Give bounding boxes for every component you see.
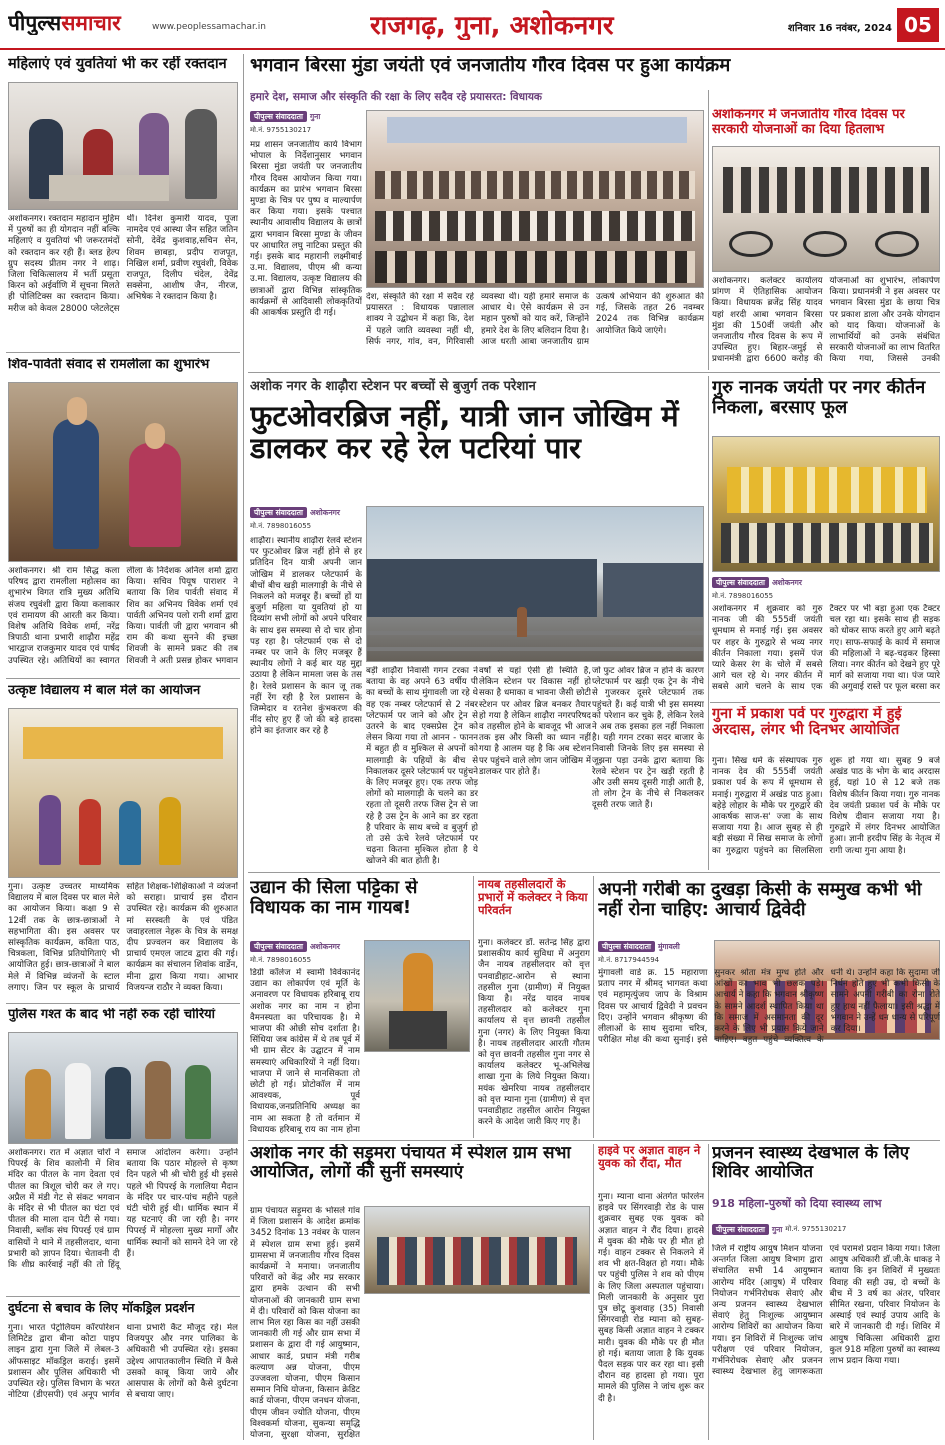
fob-col-2: बड़ी शाढ़ौरा निवासी गगन टरका ने बताया के वह अपने 63 वर्षीय पी का बच्चों के साथ मुंगावली जा रहे थे वह एक नम्बर प्लेटफार्म से 2 नंबर प्लेटफार्म पर जाने को और ट्रेन से उतरने के बाद एक्सप्रेस ट्रेन को लेसन किया गया तो आनन - फानन में बहुत ही व मुश्किल से अपनों को मालगाड़ी के पहियों के बीच से निकालकर दूसरे प्लेटफार्म पर पहुंचने के लिए मजबूर हुए। एक तरफ जोड़ लोगों को मालगाड़ी के चलने का डर रहता तो दूसरी तरफ जिस ट्रेन से जा रहे है उस ट्रेन के आने का डर रहता है परिवार के साथ बच्चे व बुजुर्ग हो तो उसे ऊंचे रेलवे प्लेटफार्म पर चढ़ना कितना मुश्किल होता है ये खोजने की बात होती है। — [366, 666, 478, 867]
rule — [6, 1003, 240, 1004]
rule — [248, 1140, 940, 1141]
masthead-rule — [0, 48, 945, 50]
udyan-headline: उद्यान की सिला पट्टिका से विधायक का नाम गायब! — [250, 878, 418, 919]
blood-headline: महिलाएं एवं युवतियां भी कर रहीं रक्तदान — [8, 56, 227, 72]
byline-label: पीपुल्स संवाददाता — [250, 941, 307, 952]
ashok-tribal-photo — [712, 146, 940, 272]
date: शनिवार 16 नवंबर, 2024 — [787, 23, 892, 34]
mock-headline: दुर्घटना से बचाव के लिए मॉकड्रिल प्रदर्शन — [8, 1301, 195, 1315]
nanak-body: अशोकनगर में शुक्रवार को गुरु नानक जी की 555वीं जयंती धूमधाम से मनाई गई। इस अवसर पर शहर के गुरुद्वारे से भव्य नगर कीर्तन निकाला गया। इसमें पंज प्यारे केसर रंग के चोले में सबसे आगे चल रहे थे। नगर कीर्तन में सबसे आगे चलने के साथ एक टैक्टर पर भी बड़ा हुआ एक टैक्टर चल रहा था। इसके साथ ही सड़क को धोकर साफ करते हुए आगे बढ़ते गए। साफ-सफाई के कार्य में समाज की महिलाओं ने बढ़-चढ़कर हिस्सा लिया। नगर कीर्तन को देखने हुए पूरे मार्ग को सजाया गया था। पंज प्यारे की अगुवाई रास्ते पर फूल बरसा कर — [712, 604, 940, 693]
byline-label: पीपुल्स संवाददाता — [250, 507, 307, 518]
rule — [473, 876, 474, 1138]
byline-city: अशोकनगर — [309, 507, 340, 517]
fob-photo — [366, 506, 704, 662]
byline-label: पीपुल्स संवाददाता — [250, 111, 307, 122]
masthead — [0, 0, 945, 48]
police-headline: पुलिस गश्त के बाद भी नहीं रुक रहीं चोरियां — [8, 1008, 216, 1022]
byline-mobile: मो.नं. 9755130217 — [250, 126, 312, 135]
byline-label: पीपुल्स संवाददाता — [598, 941, 655, 952]
udyan-photo — [364, 940, 470, 1052]
mela-photo — [8, 708, 238, 878]
fob-headline: फुटओवरब्रिज नहीं, यात्री जान जोखिम में डालकर कर रहे रेल पटरियां पार — [250, 400, 679, 466]
dwivedi-body: मुंगावली वार्ड क्र. 15 महाराणा प्रताप नगर में श्रीमद् भागवत कथा एवं महामृत्युंजय जाप के विश्राम दिवस पर आचार्य द्विवेदी ने प्रवचन दिए। उन्होंने भगवान श्रीकृष्ण की लीलाओं के साथ सुदामा चरित्र, परीक्षित मोक्ष की कथा सुनाई। इसे सुनकर श्रोता मंत्र मुग्ध होते और आंखों का भाव भी छलक पड़े। आचार्य ने कहा कि भगवान श्रीकृष्ण के सामने आदर्श स्थापित किया था कि समाज में असमानता की दूर करने के लिए भी प्रयास किये जाने चाहिए। बहुत पहुंचे व्यक्तित्व के धनी थे। उन्होंने कहा कि सुदामा जी निर्धन होते हुए भी कभी किसी के सामने अपनी गरीबी का रोना रोते हुए हाथ नहीं फैलाया। इसी श्रद्धा में भगवान ने उन्हें धन धान्य से परिपूर्ण कर दिया। — [598, 968, 940, 1046]
health-headline: प्रजनन स्वास्थ्य देखभाल के लिए शिविर आयोजित — [712, 1144, 910, 1183]
birsa-headline: भगवान बिरसा मुंडा जयंती एवं जनजातीय गौरव दिवस पर हुआ कार्यक्रम — [250, 56, 731, 76]
ashok-tribal-body: अशोकनगर। कलेक्टर कार्यालय प्रांगण में ऐतिहासिक आयोजन किया। विधायक ब्रजेंद्र सिंह यादव यहां शरदी आबा भगवान बिरसा मुंडा की 150वीं जयंती और जनजातीय गौरव दिवस के रूप में उपस्थित हुए। बिहार-जमुई से प्रधानमंत्री द्वारा 6600 करोड़ की योजनाओं का शुभारंभ, लोकार्पण किया। प्रधानमंत्री ने इस अवसर पर भगवान बिरसा मुंडा के छाया चित्र पर प्रकाश डाला और उनके योगदान को याद किया। योजनाओं के लाभार्थियों को उनके संबंधित सरकारी योजनाओं का लाभ वितरित किया गया, जिससे उनकी — [712, 276, 940, 365]
fob-col-4: जो फुट ओवर ब्रिज न होने के कारण प्लेटफार्म पर खड़ी एक ट्रेन के नीचे से गुजरकर दूसरे प्लेटफार्म तक पहुंचते हैं। कई यात्री भी इस समस्या को परेशान कर चुके हैं, लेकिन रेलवे ने अब तक इसका हल नहीं निकाला है। यही गगन टरका सदर बाजार के निवासी जिनके लिए इस समस्या से जूझना पड़ा उनके द्वारा बताया कि रेलवे स्टेशन पर ट्रेन खड़ी रहती है और उसी समय दूसरी गाड़ी आती है, तो लोग ट्रेन के नीचे से निकलकर दूसरी तरफ जाते हैं। — [592, 666, 704, 811]
rule — [708, 90, 709, 370]
ramleela-photo — [8, 382, 238, 562]
mock-body: गुना। भारत पेट्रोलियम कॉरपोरेशन लिमिटेड द्वारा बीना कोटा पाइप लाइन द्वारा गुना जिले में लेबल-3 ऑफसाइट मॉकड्रिल कराई। इसमें प्रशासन और पुलिस अधिकारी भी उपस्थित रहे। पुलिस विभाग के भरत नोटिया (डीएसपी) एवं अनूप भार्गव थाना प्रभारी कैंट मौजूद रहे। मेल विजयपुर और नगर पालिका के अधिकारी भी उपस्थित रहे। इसका उद्देश्य आपातकालीन स्थिति में कैसे उसको काबू किया जाये और आसपास के लोगों को कैसे दुर्घटना से बचाया जाए। — [8, 1323, 238, 1401]
health-byline — [712, 1216, 940, 1242]
rule — [248, 872, 940, 873]
mela-body: गुना। उत्कृष्ट उच्चतर माध्यमिक विद्यालय में बाल दिवस पर बाल मेले का आयोजन किया। कक्षा 9 से 12वीं तक के छात्र-छात्राओं ने सहभागिता की। इस अवसर पर सांस्कृतिक कार्यक्रम, कविता पाठ, चित्रकला, विभिन्न प्रतियोगिताएं भी आयोजित हुई। छात्र-छात्राओं ने बाल मेले में विभिन्न व्यंजनों के स्टाल लगाए। जिन पर स्कूल के प्राचार्य सहित शिक्षक-शिक्षिकाओं ने व्यंजनों को सराहा। प्राचार्य इस दौरान उपस्थित रहे। कार्यक्रम की शुरुआत मां सरस्वती के एवं पंडित जवाहरलाल नेहरू के चित्र के समक्ष दीप प्रज्वलन कर विद्यालय के प्राचार्य एमएल जाटव द्वारा की गई। कार्यक्रम का संचालन शिवांक वार्डेन, मीना द्वारा किया गया। आभार विजयन्ज राठौर ने व्यक्त किया। — [8, 882, 238, 993]
health-subhead: 918 महिला-पुरुषों को दिया स्वास्थ्य लाभ — [712, 1197, 882, 1210]
ashok-tribal-headline: अशोकनगर में जनजातीय गौरव दिवस पर सरकारी योजनाओं का दिया हितलाभ — [712, 108, 905, 137]
birsa-body-1: मप्र शासन जनजातीय कार्य विभाग भोपाल के निर्देशानुसार भगवान बिरसा मुंडा जयंती पर जनजातीय गौरव दिवस आयोजन किया गया। कार्यक्रम का प्रारंभ भगवान बिरसा मुण्डा के चित्र पर पुष्प व माल्यार्पण कर किया गया। इसके पश्चात स्थानीय आवासीय विद्यालय के छात्रों द्वारा भगवान बिरसा मुण्डा के जीवन पर आधारित लघु नाटिका प्रस्तुत की गई। इसके बाद महारानी लक्ष्मीबाई उ.मा. विद्यालय, पीएम श्री कन्या उ.मा. विद्यालय, उत्कृष्ट विद्यालय की छात्राओं द्वारा विभिन्न सांस्कृतिक कार्यक्रमों से आदिवासी लोककृतियों की आकर्षक प्रस्तुति दी गई। — [250, 140, 362, 319]
byline-city: मुंगावली — [657, 941, 680, 951]
tehsil-headline: नायब तहसीलदारों के प्रभारों में कलेक्टर ने किया परिवर्तन — [478, 878, 588, 917]
tehsil-body: गुना। कलेक्टर डॉ. सतेन्द्र सिंह द्वारा प्रशासकीय कार्य सुविधा में अनुराग जैन नायब तहसीलदार को वृत्त पनवाडीहाट-आरोन से स्थाना तहसील गुना (ग्रामीण) में नियुक्त किया है। नरेंद्र यादव नायब तहसीलदार को कलेक्टर गुना कार्यालय से वृत्त छावनी तहसील गुना (नगर) के लिए नियुक्त किया है। नायब तहसीलदार आरती गौतम को वृत्त छावनी तहसील गुना नगर से कार्यालय कलेक्टर भू-अभिलेख शाखा गुना के लिये नियुक्त किया। मयंक खेमरिया नायब तहसीलदार को वृत्त म्याना गुना (ग्रामीण) से वृत्त पनवाडीहाट तहसील आरोन नियुक्त करने के आदेश जारी किए गए हैं। — [478, 938, 590, 1128]
ramleela-body: अशोकनगर। श्री राम सिद्ध कला परिषद द्वारा रामलीला महोत्सव का शुभारंभ विगत रात्रि मुख्य अतिथि संजय रघुवंशी द्वारा किया कलाकार एवं रामायण की आरती कर किया। विशेष अतिथि विवेक शर्मा, नरेंद्र त्रिपाठी थाना प्रभारी शाढ़ौरा महेंद्र भारद्वाज राजकुमार यादव एवं पार्षद उपस्थित रहे। अतिथियों का स्वागत लीला के निर्देशक अनिल शर्मा द्वारा किया। सचिव पियूष पाराशर ने बताया कि शिव पार्वती संवाद में शिव का अभिनय विवेक शर्मा एवं पार्वती अभिनय पलो रानी शर्मा द्वारा किया। पार्वती जी द्वारा भगवान श्री राम की कथा सुनने की इच्छा शिवजी के सामने प्रकट की तब शिवजी ने अती प्रसन्न होकर भगवान — [8, 566, 238, 666]
edition-title: राजगढ़, गुना, अशोकनगर — [370, 11, 614, 40]
rule — [708, 1144, 709, 1440]
gurudwara-body: गुना। सिख धर्म के संस्थापक गुरु नानक देव की 555वीं जयंती प्रकाश पर्व के रूप में धूमधाम से मनाई। गुरुद्वारा में अखंड पाठ हुआ। बहेड़े लोहार के मौके पर गुरुद्वारे की आकर्षक साज-स' ज्जा के साथ सजाया गया है। आज सुबह से ही बड़ी संख्या में सिख समाज के लोगों का गुरुद्वारा पहुंचने का सिलसिला शुरू हो गया था। सुबह 9 बजे अखंड पाठ के भोग के बाद अरदास हुई, यहां 10 से 12 बजे तक विशेष कीर्तन किया गया। गुरु नानक देव जयंती प्रकाश पर्व के मौके पर विशेष दीवान सजाया गया है। गुरुद्वारे में लंगर दिनभर आयोजित हुआ। ज्ञानी हरदीप सिंह के नेतृत्व में रागी जत्था गुना आया है। — [712, 756, 940, 856]
blood-body: अशोकनगर। रक्तदान महादान मुहिम में पुरुषों का ही योगदान नहीं बल्कि महिलाएं व युवतियां भी जरूरतमंदों को रक्तदान कर रही हैं। ब्लड हेल्प ग्रुप सदस्य प्रीतम नगर ने शाढ़। जिला चिकित्सालय में भर्ती प्रसूता किरन को अईर्वाणि में सूचना मिलते ही पोलिटिक्स का रक्तदान किया। मरीज को केवल 28000 प्लेटलेट्स थीं। दिनेश कुमारी यादव, पूजा नामदेव एवं आस्था जैन सहित जतिन सोनी, देवेंद्र कुशवाह,सचिन सेन, शिवम छाबड़ा, प्रदीप राजपूत, निखिल शर्मा, प्रवीण रघुवंशी, विवेक राजपूत, दिलीप चंदेल, देवेंद्र सक्सेना, आशीष जैन, नीरज, अभिषेक ने रक्तदान किया है। — [8, 214, 238, 314]
byline-mobile: मो.नं. 7898016055 — [712, 592, 774, 601]
sadumra-body: ग्राम पंचायत सड़ूमरा के भोसले गांव में जिला प्रशासन के आदेश क्रमांक 3452 दिनांक 13 नवंबर के पालन में स्पेशल ग्राम सभा हुई। इसमें ग्रामसभा में जनजातीय गौरव दिवस कार्यक्रमों ने मनाया। जनजातीय परिवारों को केंद्र और मप्र सरकार द्वारा हमके उत्थान की सभी योजनाओं की जानकारी ग्राम सभा में दी। परिवारों को किस योजना का लाभ मिल रहा किस का नहीं उसकी जानकारी ली गई और ग्राम सभा में प्रशासन के द्वारा दी गई आयुष्मान, आधार कार्ड, प्रधान मंत्री गरीब कल्याण अन्न योजना, पीएम उज्जवला योजना, पीएम किसान सम्मान निधि योजना, किसान क्रेडिट कार्ड योजना, पीएम जनधन योजना, पीएम जीवन ज्योति योजना, पीएम विश्वकर्मा योजना, सुकन्या समृद्धि योजना, सुरक्षा योजना, सुरक्षित — [250, 1206, 360, 1440]
byline-city: अशोकनगर — [309, 941, 340, 951]
birsa-photo — [366, 110, 704, 288]
sadumra-headline: अशोक नगर की सड़ूमरा पंचायत में स्पेशल ग्राम सभा आयोजित, लोगों की सुनीं समस्याएं — [250, 1144, 571, 1183]
logo-right: समाचार — [61, 11, 121, 35]
fob-kicker: अशोक नगर के शाढ़ौरा स्टेशन पर बच्चों से बुजुर्ग तक परेशान — [250, 379, 536, 394]
nanak-photo — [712, 436, 940, 572]
rule — [708, 376, 709, 870]
rule — [593, 876, 594, 1138]
sadumra-body-cont — [364, 1298, 590, 1440]
byline-city: अशोकनगर — [771, 577, 802, 587]
fob-col-3: वर्षों से यहां ऐसी ही स्थिति है, लेकिन स्टेशन पर विकास नहीं हो सका है धमाका व भावना जैसी छोटी स्टेशन पर ओवर ब्रिज बनकर तैयार हो गया है लेकिन शाढ़ौरा नगरपरिषद व तहसील होने के बावजूद भी आज तक इस और किसी का ध्यान नहीं गया है आलम यह है कि अब स्टेशन पर पहुंचने वाले लोग जान जोखिम में डालकर पार होते हैं। — [479, 666, 591, 777]
udyan-body: डिग्री कॉलेज में स्वामी विवेकानंद उद्यान का लोकार्पण एवं मूर्ति के अनावरण पर विधायक हरिबाबू राय अशोक नगर का नाम न होना वैमनस्यता का परिचायक है। मे भाजपा की ओछी सोच दर्शाता है। सिंधिया जब कांग्रेस में थे तब पूर्व में भी ग्राम सेंटर के उद्घाटन में नाम समस्याएं अधिकारियों ने नहीं दिया। भाजपा में जाने से मानसिकता तो छोटी हो गई। प्रोटोकॉल में नाम आवश्यक, पूर्व विधायक,जनप्रतिनिधि अध्यक्ष का नाम आ सकता है तो वर्तमान में विधायक हरिबाबू राय का नाम होना — [250, 968, 360, 1134]
byline-city: गुना — [771, 1224, 783, 1234]
police-body: अशोकनगर। रात में अज्ञात चोरों ने पिपरई के शिव कालोनी में शिव मंदिर का पीतल के नाग देवता एवं पीतल का त्रिशूल चोरी कर ले गए। अप्रैल में मंडी गेट से संकट भगवान के मंदिर से भी पीतल का घंटा एवं पीतल की माला दान पेटी से गया। निवासी, ब्लॉक संघ पिपरई एवं ग्राम वासियों ने थाने में तहसीलदार, थाना प्रभारी को ज्ञापन दिया। चेतावनी दी कि शीघ्र कार्रवाई नहीं की तो हिंदू समाज आंदोलन करेगा। उन्होंने बताया कि पठार मोहल्ले से कृष्ण दिन पहले भी श्री चोरी हुई थी इससे पहले भी पिपरई के गलालिया मैदान के मंदिर पर चार-पांच महीने पहले घंटी चोरी हुई थी। धार्मिक स्थान में यह घटनाएं की जा रही है। नगर पिपरई में मोहल्ला मुख्य मार्गों और धार्मिक स्थानों को सामने देने जा रहे हैं। — [8, 1148, 238, 1271]
dwivedi-headline: अपनी गरीबी का दुखड़ा किसी के सम्मुख कभी भी नहीं रोना चाहिए: आचार्य द्विवेदी — [598, 880, 922, 921]
ramleela-headline: शिव-पार्वती संवाद से रामलीला का शुभारंभ — [8, 358, 210, 372]
byline-city: गुना — [309, 111, 321, 121]
mela-headline: उत्कृष्ट विद्यालय में बाल मेले का आयोजन — [8, 684, 201, 698]
gurudwara-headline: गुना में प्रकाश पर्व पर गुरुद्वारा में हुई अरदास, लंगर भी दिनभर आयोजित — [712, 706, 902, 739]
page-number: 05 — [897, 8, 939, 42]
nanak-headline: गुरु नानक जयंती पर नगर कीर्तन निकला, बरसाए फूल — [712, 378, 926, 419]
masthead-website[interactable]: www.peoplessamachar.in — [152, 22, 266, 32]
birsa-subhead: हमारे देश, समाज और संस्कृति की रक्षा के लिए सदैव रहे प्रयासरत: विधायक — [250, 91, 542, 103]
byline-mobile: मो.नं. 7898016055 — [250, 522, 312, 531]
byline-label: पीपुल्स संवाददाता — [712, 1224, 769, 1235]
nanak-byline — [712, 576, 824, 602]
rule — [710, 702, 940, 703]
fob-col-1: शाढ़ौरा। स्थानीय शाढ़ौरा रेलवे स्टेशन पर फुटओवर ब्रिज नहीं होने से हर प्रतिदिन दिन यात्री अपनी जान जोखिम में डालकर प्लेटफार्म के बीचों बीच खड़ी मालगाड़ी के नीचे से निकलने को मजबूर हैं। बच्चों हों या बुजुर्ग महिला या युवतियां हो या दिव्यांग सभी लोगों को अपने परिवार के साथ इस समस्या से दो चार होना पड़ रहा है। प्लेटफार्म एक से दो नम्बर पर जाने के लिए मजबूर हैं स्थानीय लोगों ने कई बार यह मुद्दा उठाया है लेकिन मामला जस के तस है। रेलवे प्रशासन के कान जू तक नहीं रेंग रही है रेल प्रशासन के जिम्मेदार व रतनेश कुंभकरण की नींद सोए हुए हैं जो की बड़े हादसा होने का इंतजार कर रहे है — [250, 536, 362, 737]
rule — [6, 1296, 240, 1297]
logo-left: पीपुल्स — [8, 11, 62, 35]
birsa-byline — [250, 110, 362, 136]
byline-mobile: मो.नं. 7898016055 — [250, 956, 312, 965]
dwivedi-byline — [598, 940, 710, 966]
byline-label: पीपुल्स संवाददाता — [712, 577, 769, 588]
rule — [248, 372, 940, 373]
column-rule — [243, 54, 244, 1440]
blood-photo — [8, 82, 238, 210]
masthead-logo — [8, 9, 148, 35]
health-body: जिले में राष्ट्रीय आयुष मिशन योजना अन्तर्गत जिला आयुष विभाग द्वारा संचालित सभी 14 आयुष्मान आरोग्य मंदिर (आयुष) में परिवार नियोजन गर्भनिरोधक सेवाएं और अन्य प्रजनन स्वास्थ्य देखभाल सेवाएं हेतु निःशुल्क आयुष्मान आरोग्य शिविरों का आयोजन किया गया। इन शिविरों में निःशुल्क जांच परीक्षण एवं परिवार नियोजन, गर्भनिरोधक सेवाएं और प्रजनन स्वास्थ्य देखभाल हेतु जागरूकता एवं परामर्श प्रदान किया गया। जिला आयुष अधिकारी डॉ.जी.के धाकड़ ने बताया कि इन शिविरों में मुख्यतः विवाह की सही उम्र, दो बच्चों के बीच में 3 वर्ष का अंतर, परिवार सीमित रखना, परिवार नियोजन के अस्थाई एवं स्थाई उपाय आदि के बारे में जानकारी दी गई। शिविर में आयुष चिकित्सा अधिकारी द्वारा कुल 918 महिला पुरुषों का स्वास्थ्य लाभ प्रदान किया गया। — [712, 1244, 940, 1378]
rule — [593, 1144, 594, 1440]
byline-mobile: मो.नं. 9755130217 — [785, 1224, 847, 1233]
rule — [6, 678, 240, 679]
byline-mobile: मो.नं. 8717944594 — [598, 956, 660, 965]
fob-byline — [250, 506, 362, 532]
accident-body: गुना। म्याना थाना अंतर्गत फोरलेन हाइवे पर सिंगरवाड़ी रोड के पास शुक्रवार सुबह एक युवक को अज्ञात वाहन ने रौंद दिया। हादसे में युवक की मौके पर ही मौत हो गई। वाहन टक्कर से निकलने में शव भी क्षत-विक्षत हो गया। मौके पर पहुंची पुलिस ने शव को पीएम के लिए जिला अस्पताल पहुंचाया। मिली जानकारी के अनुसार पुरा पुत्र छोटू कुशवाह (35) निवासी सिंगरवाड़ी रोड म्याना को सुबह-सुबह किसी अज्ञात वाहन ने टक्कर मारी। युवक की मौके पर ही मौत हो गई। बताया जाता है कि युवक पैदल सड़क पार कर रहा था। इसी दौरान वह हादसा हो गया। पूरा मामले की पुलिस ने जांच शुरू कर दी है। — [598, 1192, 704, 1404]
udyan-byline — [250, 940, 360, 966]
police-photo — [8, 1032, 238, 1144]
birsa-body-2: देश, संस्कृति की रक्षा में सदैव रहे प्रयासरत : विधायक पन्नालाल शाक्य ने उद्बोधन में कहा कि, देश में पहले जाति व्यवस्था नहीं थी, सिर्फ नगर, गांव, वन, गिरिवासी व्यवस्था थी। यही हमारे समाज के आधार थे। ऐसे कार्यक्रम से उन महान पुरुषों को याद करें, जिन्होंने हमारे देश के लिए बलिदान दिया है। आज धरती आबा जनजातीय ग्राम उत्कर्ष अभियान की शुरुआत की गई, जिसके तहत 26 नवम्बर 2024 तक विभिन्न कार्यक्रम आयोजित किये जाएंगे। — [366, 292, 704, 347]
accident-headline: हाइवे पर अज्ञात वाहन ने युवक को रौंदा, मौत — [598, 1144, 701, 1170]
rule — [6, 352, 240, 353]
sadumra-photo — [364, 1206, 590, 1294]
udyan-body-cont — [364, 1056, 470, 1134]
